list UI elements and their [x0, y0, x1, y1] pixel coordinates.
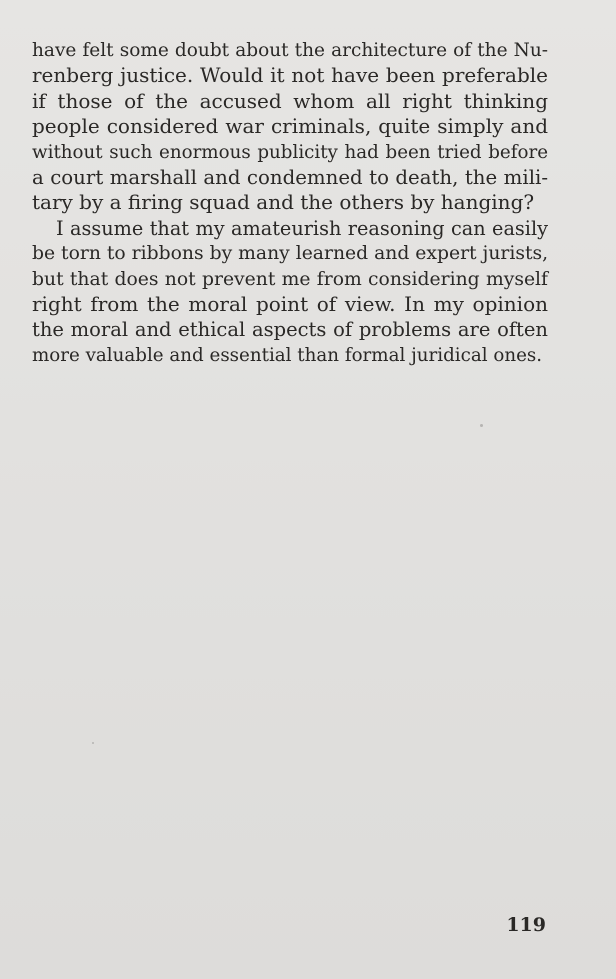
body-text	[32, 38, 548, 368]
text-line: right from the moral point of view. In my opinion	[32, 291, 548, 316]
paper-speck	[480, 424, 483, 427]
paper-speck	[92, 742, 94, 744]
page-number: 119	[506, 914, 546, 936]
text-line: have felt some doubt about the architecture of the Nu-	[32, 40, 548, 61]
text-line: renberg justice. Would it not have been preferable	[32, 63, 548, 88]
paragraph-2	[32, 216, 548, 368]
paragraph-1	[32, 38, 548, 216]
text-line: without such enormous publicity had been tried before	[32, 141, 548, 163]
text-line: but that does not prevent me from considering myself	[32, 268, 548, 290]
text-line: people considered war criminals, quite simply and	[32, 114, 548, 139]
text-line: tary by a firing squad and the others by hanging?	[32, 190, 535, 215]
text-line: be torn to ribbons by many learned and expert jurists,	[32, 243, 549, 265]
text-line: more valuable and essential than formal juridical ones.	[32, 344, 543, 366]
text-line: if those of the accused whom all right thinking	[32, 88, 548, 113]
text-line: a court marshall and condemned to death, the mili-	[32, 165, 548, 189]
text-line: I assume that my amateurish reasoning can easily	[56, 216, 548, 240]
text-line: the moral and ethical aspects of problems are often	[32, 318, 548, 342]
